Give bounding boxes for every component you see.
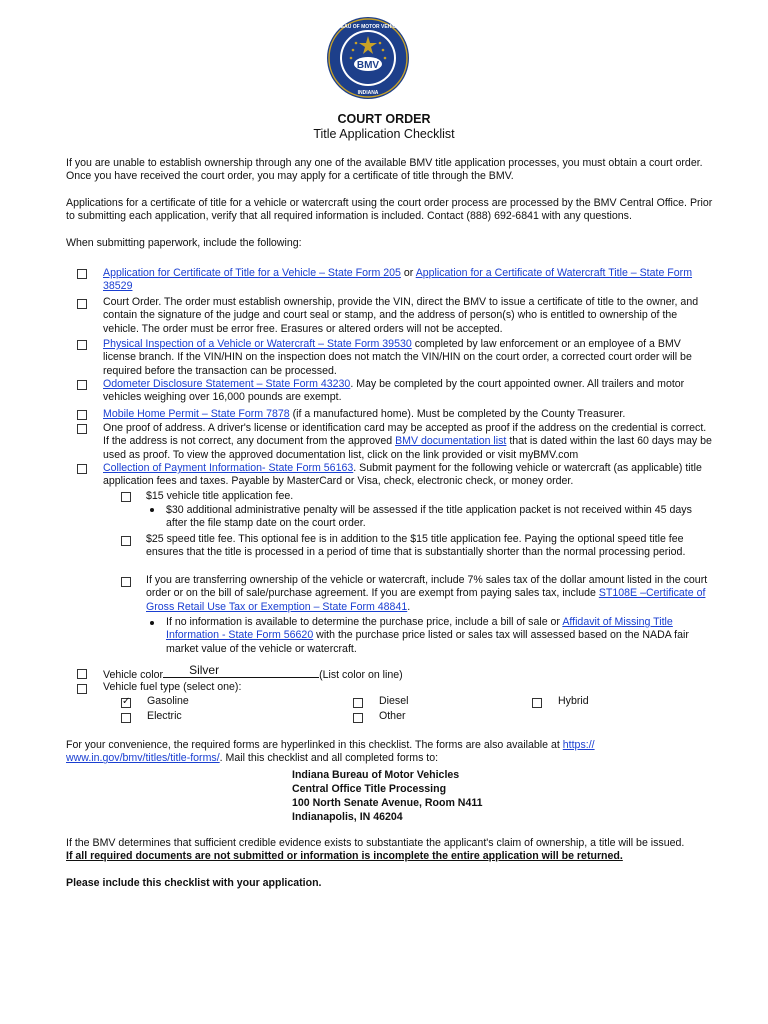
vehicle-color-label: Vehicle color (103, 669, 164, 681)
checkbox-item-2[interactable] (77, 299, 87, 309)
bullet-fee-1 (150, 508, 154, 512)
convenience-text-2: . Mail this checklist and all completed forms to: (219, 752, 439, 765)
link-state-form-43230[interactable]: Odometer Disclosure Statement – State Form 43230 (103, 378, 351, 390)
item-6-desc-2: that is dated within the last 60 days may be used as proof. To view the approved documentation list, click on the link provided or visit myBMV.com (103, 435, 712, 461)
vehicle-color-row (103, 662, 715, 682)
link-st108e-form-48841[interactable]: ST108E –Certificate of Gross Retail Use Tax or Exemption – State Form 48841 (146, 587, 706, 613)
bmv-seal-logo (326, 16, 410, 100)
vehicle-color-value: Silver (189, 662, 220, 677)
item-3-text (103, 338, 715, 378)
item-2-text: Court Order. The order must establish ownership, provide the VIN, direct the BMV to issue a certificate of title to the owner, and contain the signature of the judge and court seal or stamp, and the address of person(s) who is entitled to ownership of the vehicle. The order must be error free. Erasures or altered orders will not be accepted. (103, 296, 699, 335)
checkbox-item-4[interactable] (77, 380, 87, 390)
item-7-text (103, 462, 715, 489)
link-state-form-56163[interactable]: Collection of Payment Information- State Form 56163 (103, 462, 354, 474)
link-state-form-205[interactable]: Application for Certificate of Title for a Vehicle – State Form 205 (103, 267, 401, 279)
fee-1-bullet-text: $30 additional administrative penalty will be assessed if the title application packet is not received within 45 days after the file stamp date on the court order. (166, 504, 692, 530)
fuel-electric-label: Electric (147, 710, 182, 722)
intro-paragraph-3: When submitting paperwork, include the following: (66, 237, 302, 249)
fee-3-end: . (407, 600, 411, 613)
address-line-1: Indiana Bureau of Motor Vehicles (292, 769, 460, 781)
intro-paragraph-2: Applications for a certificate of title for a vehicle or watercraft using the court order process are processed by the BMV Central Office. Prior to submitting each application, verify that all required information is included. Contact (888) 692-6841 with any questions. (66, 197, 713, 223)
link-title-forms[interactable]: https:// www.in.gov/bmv/titles/title-forms/ (66, 739, 595, 765)
fuel-diesel-label: Diesel (379, 695, 409, 707)
determination-text: If the BMV determines that sufficient credible evidence exists to substantiate the applicant's claim of ownership, a title will be issued. (66, 837, 685, 849)
checkbox-fuel-gasoline[interactable] (121, 698, 131, 708)
checkbox-item-7[interactable] (77, 464, 87, 474)
item-5-text (103, 408, 715, 421)
item-7-desc: . Submit payment for the following vehicle or watercraft (as applicable) title application fees and taxes. Payable by MasterCard or Visa, check, electronic check, or money order. (103, 462, 702, 488)
link-state-form-56620[interactable]: Affidavit of Missing Title Information - State Form 56620 (166, 616, 673, 642)
item-3-desc: completed by law enforcement or an employee of a BMV license branch. If the VIN/HIN on the inspection does not match the VIN/HIN on the court order, a corrected court order will be required before the transaction can be processed. (103, 338, 692, 377)
address-line-4: Indianapolis, IN 46204 (292, 811, 403, 823)
fuel-type-label: Vehicle fuel type (select one): (103, 681, 242, 693)
fuel-other-label: Other (379, 710, 406, 722)
link-state-form-38529[interactable]: Application for a Certificate of Watercraft Title – State Form 38529 (103, 267, 693, 293)
checkbox-fuel-other[interactable] (353, 713, 363, 723)
fee-1-text: $15 vehicle title application fee. (146, 490, 294, 502)
checkbox-item-6[interactable] (77, 424, 87, 434)
page-title: COURT ORDER (337, 112, 431, 126)
vehicle-color-field[interactable] (163, 662, 319, 678)
checkbox-item-1[interactable] (77, 269, 87, 279)
fee-3-bullet-text (166, 616, 702, 656)
checkbox-fuel-hybrid[interactable] (532, 698, 542, 708)
item-1-mid: or (400, 267, 416, 279)
checkbox-item-3[interactable] (77, 340, 87, 350)
seal-bottom-text: INDIANA (357, 90, 379, 96)
checkbox-vehicle-color[interactable] (77, 669, 87, 679)
checkbox-fee-3[interactable] (121, 577, 131, 587)
link-bmv-documentation-list[interactable]: BMV documentation list (395, 435, 507, 448)
link-state-form-39530[interactable]: Physical Inspection of a Vehicle or Watercraft – State Form 39530 (103, 338, 412, 350)
fuel-hybrid-label: Hybrid (558, 695, 589, 707)
item-4-desc: . May be completed by the court appointed owner. All trailers and motor vehicles weighing over 16,000 pounds are exempt. (103, 378, 685, 404)
item-6-text (103, 422, 715, 462)
item-5-desc: (if a manufactured home). Must be completed by the County Treasurer. (289, 408, 626, 420)
returned-notice: If all required documents are not submitted or information is incomplete the entire application will be returned. (66, 850, 623, 862)
link-state-form-7878[interactable]: Mobile Home Permit – State Form 7878 (103, 408, 290, 420)
fee-3-text (146, 574, 716, 614)
address-line-2: Central Office Title Processing (292, 783, 447, 795)
address-line-3: 100 North Senate Avenue, Room N411 (292, 797, 483, 809)
page-subtitle: Title Application Checklist (313, 127, 455, 141)
include-checklist-notice: Please include this checklist with your application. (66, 877, 322, 889)
item-6-desc-1: One proof of address. A driver's license or identification card may be accepted as proof if the address on the credential is correct. If the address is not correct, any document from the approved (103, 422, 707, 448)
checkbox-item-5[interactable] (77, 410, 87, 420)
item-1-text (103, 267, 715, 294)
vehicle-color-hint: (List color on line) (319, 669, 403, 681)
fuel-gasoline-label: Gasoline (147, 695, 189, 707)
fee-2-text: $25 speed title fee. This optional fee is in addition to the $15 title application fee. Paying the optional speed title fee ensures that the title is processed in a period of time that is substantially shorter than the normal processing period. (146, 533, 686, 559)
fee-3-bullet-desc-2: with the purchase price listed or sales tax will assessed based on the NADA fair market value of the vehicle or watercraft. (166, 629, 689, 655)
bullet-fee-3 (150, 621, 154, 625)
checkbox-fee-1[interactable] (121, 492, 131, 502)
fee-3-bullet-desc-1: If no information is available to determine the purchase price, include a bill of sale or (166, 616, 563, 628)
checkbox-fuel-electric[interactable] (121, 713, 131, 723)
fee-3-desc: If you are transferring ownership of the vehicle or watercraft, include 7% sales tax of the dollar amount listed in the court order or on the bill of sale/purchase agreement. If you are exempt from paying sales tax, include (146, 574, 708, 600)
convenience-text-1: For your convenience, the required forms are hyperlinked in this checklist. The forms are also available at (66, 739, 563, 751)
seal-center-text: BMV (356, 60, 380, 71)
item-4-text (103, 378, 715, 405)
checkbox-fuel-type[interactable] (77, 684, 87, 694)
checkbox-fee-2[interactable] (121, 536, 131, 546)
seal-top-text: BUREAU OF MOTOR VEHICLES (329, 24, 407, 30)
checkbox-fuel-diesel[interactable] (353, 698, 363, 708)
intro-paragraph-1: If you are unable to establish ownership through any one of the available BMV title application processes, you must obtain a court order. Once you have received the court order, you may apply for a certificate of title through the BMV. (66, 157, 703, 183)
convenience-paragraph (66, 739, 646, 766)
